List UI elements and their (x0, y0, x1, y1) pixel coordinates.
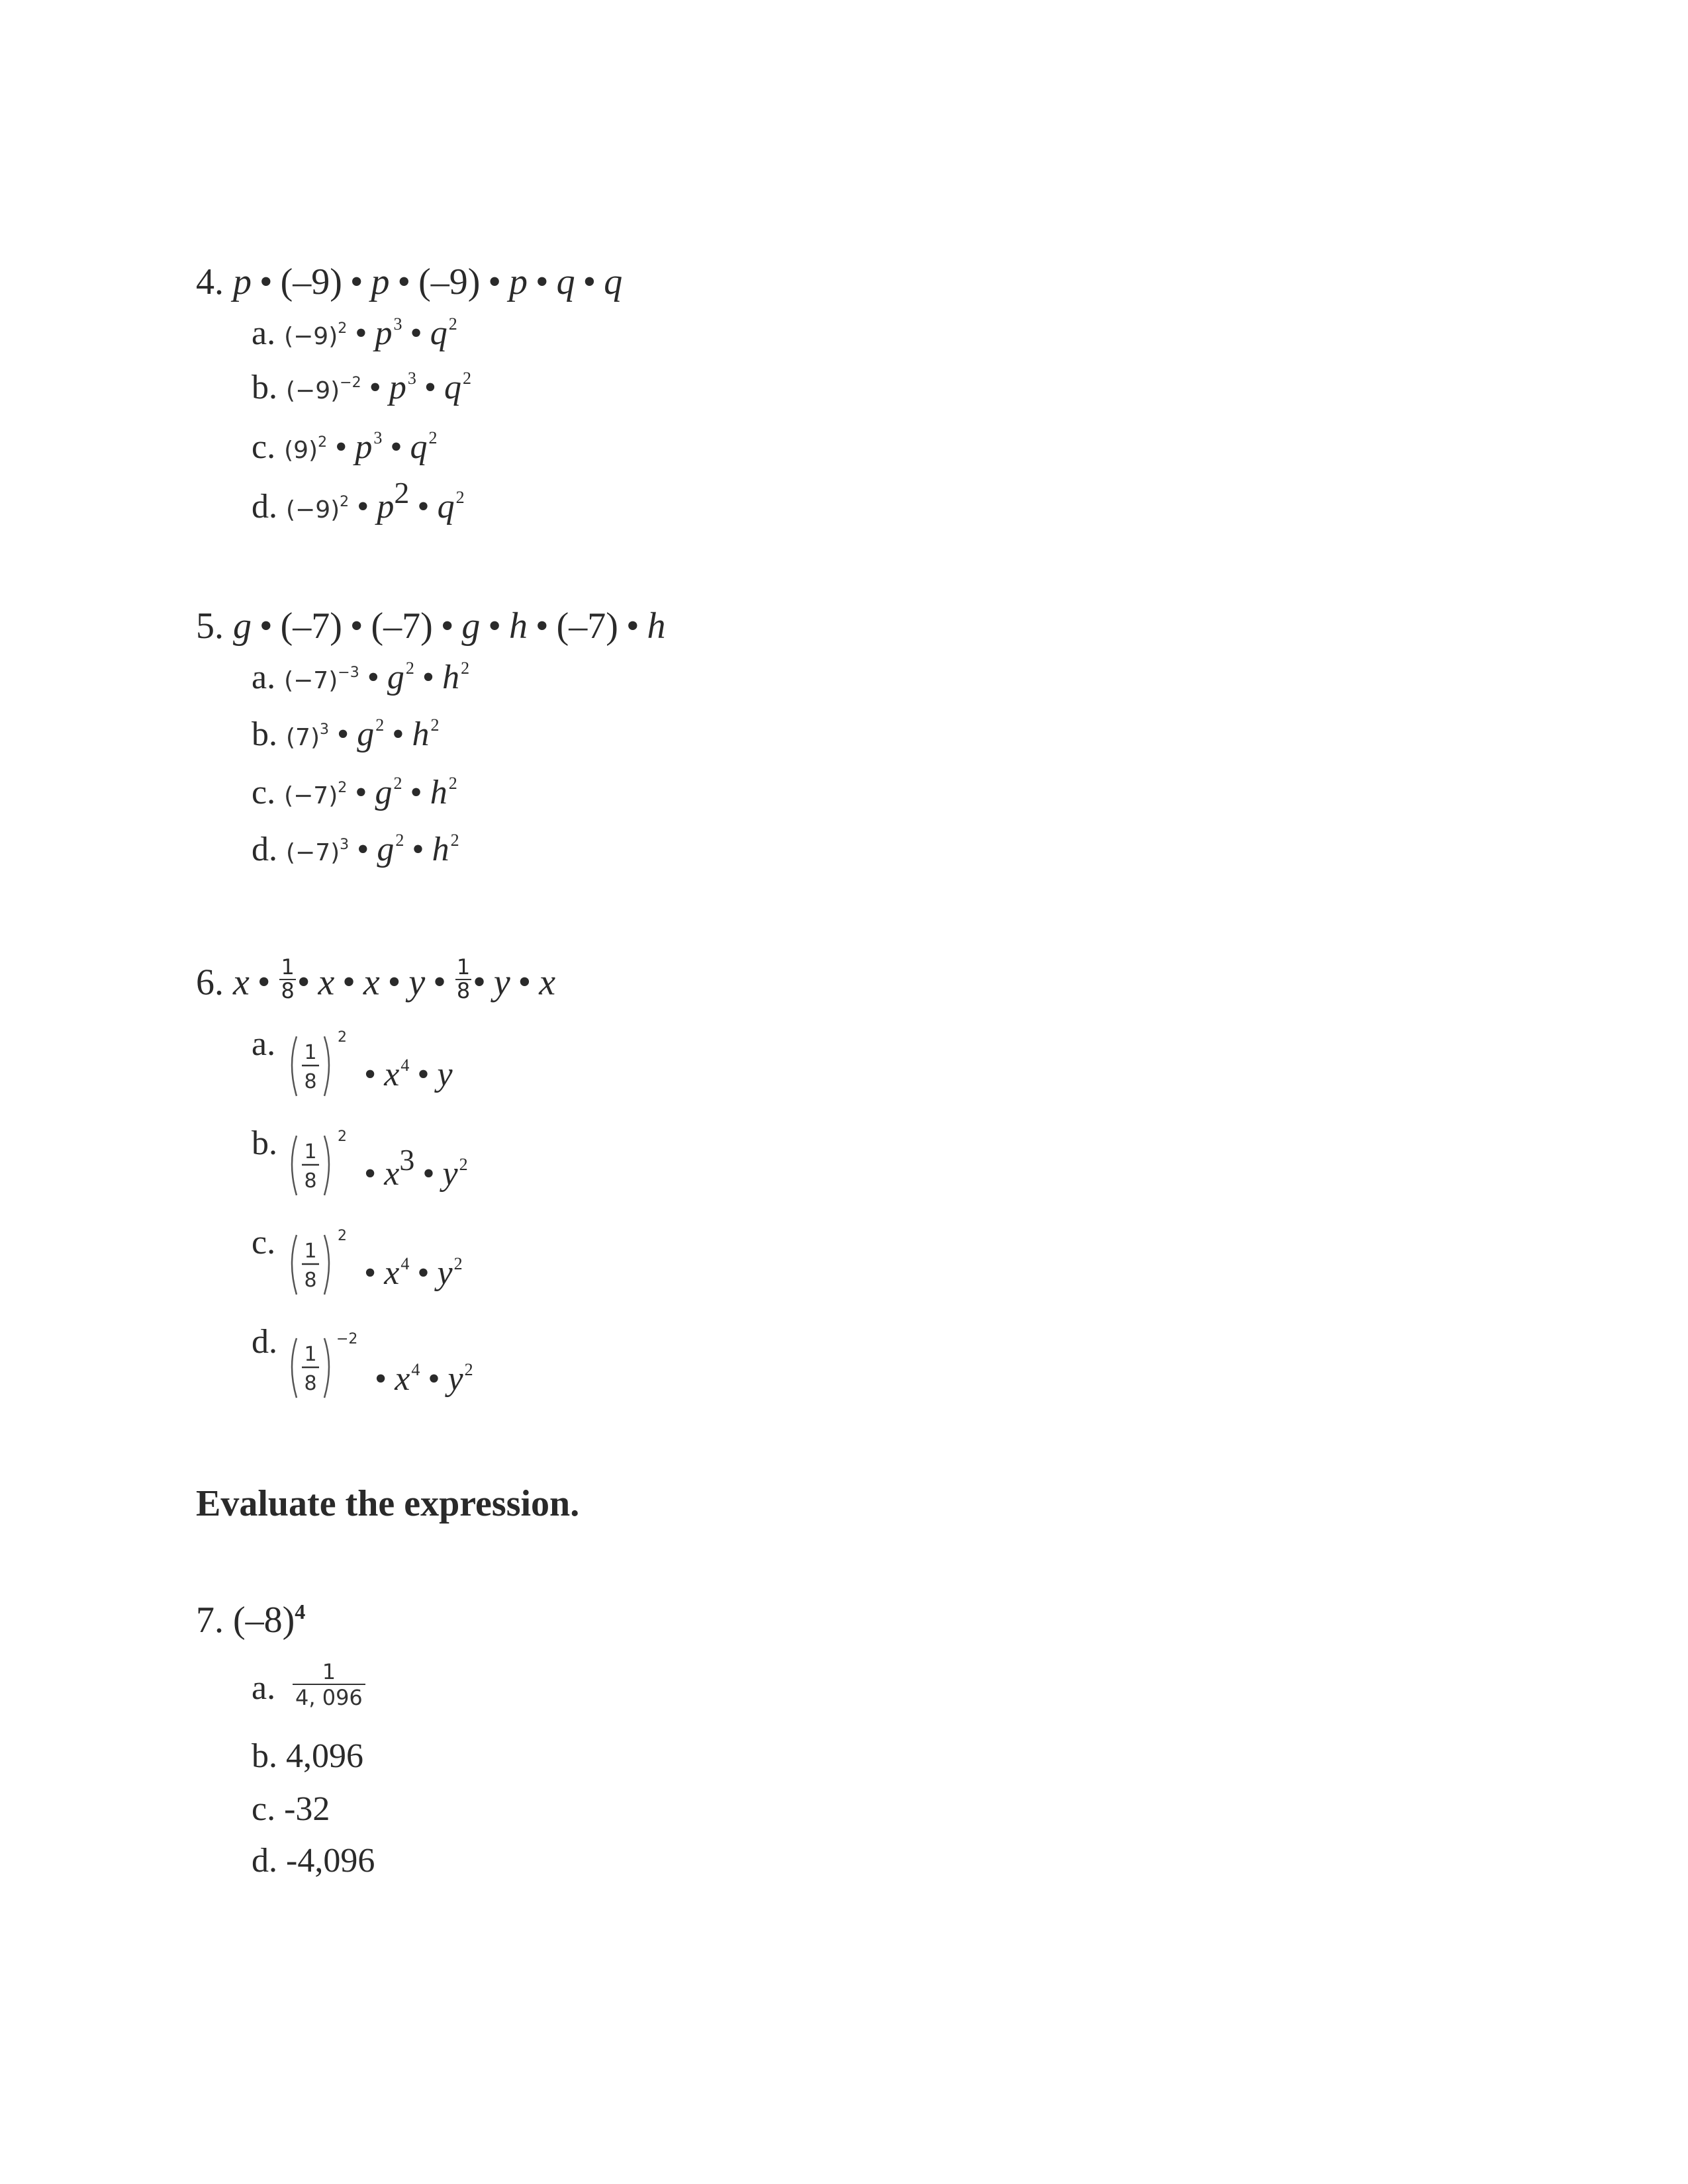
option-label: c. (252, 428, 276, 466)
dot: • (355, 314, 367, 352)
dot: • (369, 369, 381, 406)
svg-text:2: 2 (338, 1029, 347, 1046)
dot: • (259, 606, 273, 647)
q7-option-b[interactable] (252, 1739, 363, 1774)
dot: • (257, 962, 271, 1003)
question-4 (196, 263, 622, 300)
dot: • (357, 488, 369, 525)
exponent: 2 (461, 659, 470, 678)
svg-text:1: 1 (304, 1240, 317, 1263)
dot: • (297, 962, 310, 1003)
dot: • (473, 962, 486, 1003)
option-label: d. (252, 488, 277, 525)
exponent: 2 (428, 428, 438, 447)
dot: • (397, 261, 411, 302)
fraction-in-parentheses (283, 1223, 356, 1302)
exponent: 2 (455, 488, 465, 507)
q4-option-c[interactable] (252, 430, 438, 465)
dot: • (259, 261, 273, 302)
dot: • (392, 715, 404, 753)
question-7 (196, 1602, 305, 1639)
variable: p (375, 314, 393, 352)
exponent: 2 (448, 774, 457, 793)
variable: h (412, 715, 430, 753)
dot: • (488, 261, 502, 302)
base: $(-9)^2$ (286, 494, 350, 523)
option-label: a. (252, 1025, 276, 1063)
dot: • (488, 606, 502, 647)
exponent: 2 (430, 715, 440, 735)
dot: • (412, 831, 424, 868)
q7-option-a[interactable] (252, 1658, 450, 1724)
variable: g (357, 715, 375, 753)
q6-option-b[interactable] (252, 1118, 516, 1211)
variable: q (430, 314, 447, 352)
svg-text:−2: −2 (336, 1331, 358, 1347)
dot: • (355, 774, 367, 811)
svg-text:2: 2 (338, 1128, 347, 1145)
dot: • (410, 774, 422, 811)
option-label: a. (252, 659, 276, 696)
exponent: 2 (375, 715, 385, 735)
term: x (363, 962, 380, 1003)
dot: • (367, 659, 379, 696)
option-rest: • $x^4$ • $y^2$ (375, 1360, 473, 1398)
term: (–7) (556, 606, 618, 647)
term: q (556, 261, 575, 302)
exponent: 3 (373, 428, 383, 447)
option-rest: • $x^4$ • y (364, 1056, 453, 1093)
q6-option-c[interactable] (252, 1218, 516, 1310)
svg-text:8: 8 (304, 1169, 317, 1193)
dot: • (440, 606, 454, 647)
option-label: a. (252, 1669, 276, 1707)
dot: • (390, 428, 402, 466)
dot: • (433, 962, 446, 1003)
dot: • (417, 488, 430, 525)
fraction: $\frac{1}{8}$ (456, 954, 471, 1003)
svg-text:2: 2 (338, 1228, 347, 1244)
term: (–7) (371, 606, 433, 647)
dot: • (342, 962, 355, 1003)
q5-option-a[interactable] (252, 660, 469, 695)
variable: p (355, 428, 373, 466)
option-label: b. (252, 715, 277, 753)
term: x (318, 962, 335, 1003)
fraction: 1 4, 096 (293, 1661, 365, 1709)
q5-option-d[interactable] (252, 833, 459, 867)
dot: • (422, 659, 435, 696)
q6-option-a[interactable] (252, 1019, 516, 1112)
q6-option-d[interactable] (252, 1317, 530, 1416)
section-heading: Evaluate the expression. (196, 1483, 580, 1524)
dot: • (337, 715, 350, 753)
option-label: d. (252, 1842, 277, 1880)
option-label: d. (252, 1323, 277, 1361)
option-label: c. (252, 1790, 276, 1828)
q5-option-c[interactable] (252, 776, 457, 810)
option-label: b. (252, 369, 277, 406)
term: h (509, 606, 528, 647)
exponent: 2 (393, 774, 402, 793)
variable: q (444, 369, 462, 406)
term: q (604, 261, 623, 302)
option-rest: • $x^3$ • $y^2$ (364, 1143, 468, 1193)
base: $(9)^2$ (284, 434, 328, 464)
question-number: 4. (196, 261, 224, 302)
term: (–9) (418, 261, 481, 302)
svg-text:8: 8 (304, 1070, 317, 1093)
exponent: 4 (295, 1600, 306, 1623)
term: (–7) (280, 606, 342, 647)
dot: • (583, 261, 596, 302)
dot: • (518, 962, 532, 1003)
term: y (408, 962, 426, 1003)
base: $(-9)^2$ (284, 320, 348, 350)
term: (–9) (280, 261, 342, 302)
variable: g (377, 831, 395, 868)
exponent: 3 (407, 369, 416, 388)
variable: h (442, 659, 460, 696)
fraction: $\frac{1}{8}$ (281, 954, 295, 1003)
exponent: 2 (448, 314, 457, 334)
question-6 (196, 954, 556, 1009)
question-number: 7. (196, 1600, 224, 1641)
variable: q (410, 428, 428, 466)
question-number: 6. (196, 962, 224, 1003)
variable: q (437, 488, 455, 525)
exponent: 2 (394, 476, 410, 510)
option-label: c. (252, 774, 276, 811)
term: x (539, 962, 556, 1003)
base: $(7)^3$ (286, 721, 329, 751)
base: $(-9)^{-2}$ (286, 375, 361, 404)
svg-text:1: 1 (304, 1343, 317, 1366)
exponent: 2 (405, 659, 414, 678)
dot: • (350, 606, 363, 647)
option-text: -4,096 (286, 1842, 375, 1880)
dot: • (536, 606, 549, 647)
base: $(-7)^2$ (284, 780, 348, 809)
option-label: b. (252, 1737, 277, 1775)
term: g (233, 606, 252, 647)
option-label: b. (252, 1124, 277, 1162)
exponent: 3 (393, 314, 402, 334)
fraction-in-parentheses (283, 1124, 356, 1203)
dot: • (335, 428, 348, 466)
dot: • (410, 314, 422, 352)
variable: g (387, 659, 404, 696)
term: y (493, 962, 510, 1003)
option-label: a. (252, 314, 276, 352)
variable: g (375, 774, 393, 811)
dot: • (626, 606, 639, 647)
term: g (461, 606, 481, 647)
variable: h (432, 831, 449, 868)
fraction-in-parentheses (283, 1326, 369, 1412)
term: x (233, 962, 250, 1003)
dot: • (424, 369, 437, 406)
q7-option-d[interactable] (252, 1844, 375, 1878)
term: p (371, 261, 390, 302)
variable: h (430, 774, 447, 811)
dot: • (357, 831, 369, 868)
svg-text:8: 8 (304, 1269, 317, 1292)
svg-text:1: 1 (304, 1140, 317, 1163)
q4-option-b[interactable] (252, 371, 471, 405)
svg-text:8: 8 (304, 1372, 317, 1395)
option-text: -32 (284, 1790, 330, 1828)
q4-option-d[interactable] (252, 476, 465, 525)
term: p (233, 261, 252, 302)
base: (–8) (233, 1600, 295, 1641)
dot: • (387, 962, 401, 1003)
option-text: 4,096 (286, 1737, 363, 1775)
question-5 (196, 608, 666, 645)
q7-option-c[interactable] (252, 1792, 330, 1827)
question-number: 5. (196, 606, 224, 647)
term: p (509, 261, 528, 302)
option-label: d. (252, 831, 277, 868)
fraction-in-parentheses (283, 1024, 356, 1104)
q4-option-a[interactable] (252, 316, 457, 351)
variable: p (377, 488, 395, 525)
base: $(-7)^3$ (286, 837, 350, 866)
exponent: 2 (463, 369, 472, 388)
option-label: c. (252, 1224, 276, 1261)
svg-text:1: 1 (304, 1041, 317, 1064)
base: $(-7)^{-3}$ (284, 664, 359, 694)
exponent: 2 (395, 831, 404, 850)
q5-option-b[interactable] (252, 717, 439, 752)
variable: p (389, 369, 406, 406)
option-rest: • $x^4$ • $y^2$ (364, 1254, 463, 1292)
exponent: 2 (450, 831, 459, 850)
dot: • (350, 261, 363, 302)
dot: • (536, 261, 549, 302)
term: h (647, 606, 666, 647)
